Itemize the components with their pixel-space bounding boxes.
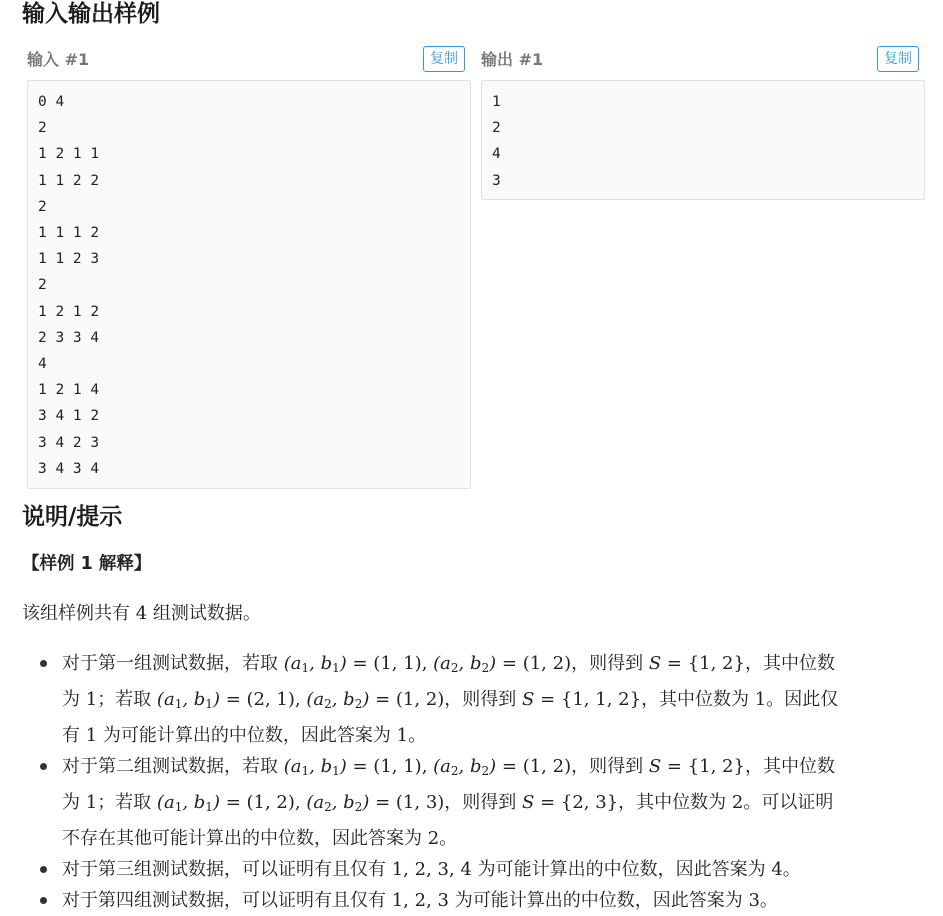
output-label: 输出 #1 xyxy=(481,50,544,69)
copy-output-button[interactable]: 复制 xyxy=(877,46,919,72)
copy-input-button[interactable]: 复制 xyxy=(423,46,465,72)
input-label: 输入 #1 xyxy=(27,50,90,69)
explanation-intro: 该组样例共有 4 组测试数据。 xyxy=(22,603,261,624)
list-item: 对于第二组测试数据，若取 ($a_1$, $b_1) = (1$, 1), ($a_2$, $b_2) = (1$, 2)，则得到 S = {1, 2}，其中位数 为 1；若取 ($a_1$, $b_1) = (1$, 2), ($a_2$, $b_2) = (1$, 3)，则得到 S = {2, 3}，其中位数为 2。可以证明 不存在其他可能计算出的中位数，因此答案为 2。 xyxy=(62,751,932,854)
section-title-io: 输入输出样例 xyxy=(22,1,160,27)
section-title-hint: 说明/提示 xyxy=(22,504,123,530)
input-code-block[interactable]: 0 4 2 1 2 1 1 1 1 2 2 2 1 1 1 2 1 1 2 3 2 1 2 1 2 2 3 3 4 4 1 2 1 4 3 4 1 2 3 4 2 3 3 4 3 4 xyxy=(27,80,471,489)
output-code-block[interactable]: 1 2 4 3 xyxy=(481,80,925,200)
list-item: 对于第四组测试数据，可以证明有且仅有 1, 2, 3 为可能计算出的中位数，因此答案为 3。 xyxy=(62,885,932,916)
explanation-list xyxy=(22,648,932,916)
list-item: 对于第一组测试数据，若取 ($a_1$, $b_1) = (1$, 1), ($a_2$, $b_2) = (1$, 2)，则得到 S = {1, 2}，其中位数 为 1；若取 ($a_1$, $b_1) = (2$, 1), ($a_2$, $b_2) = (1$, 2)，则得到 S = {1, 1, 2}，其中位数为 1。因此仅 有 1 为可能计算出的中位数，因此答案为 1。 xyxy=(62,648,932,751)
explanation-heading: 【样例 1 解释】 xyxy=(22,554,152,574)
list-item: 对于第三组测试数据，可以证明有且仅有 1, 2, 3, 4 为可能计算出的中位数，因此答案为 4。 xyxy=(62,854,932,885)
